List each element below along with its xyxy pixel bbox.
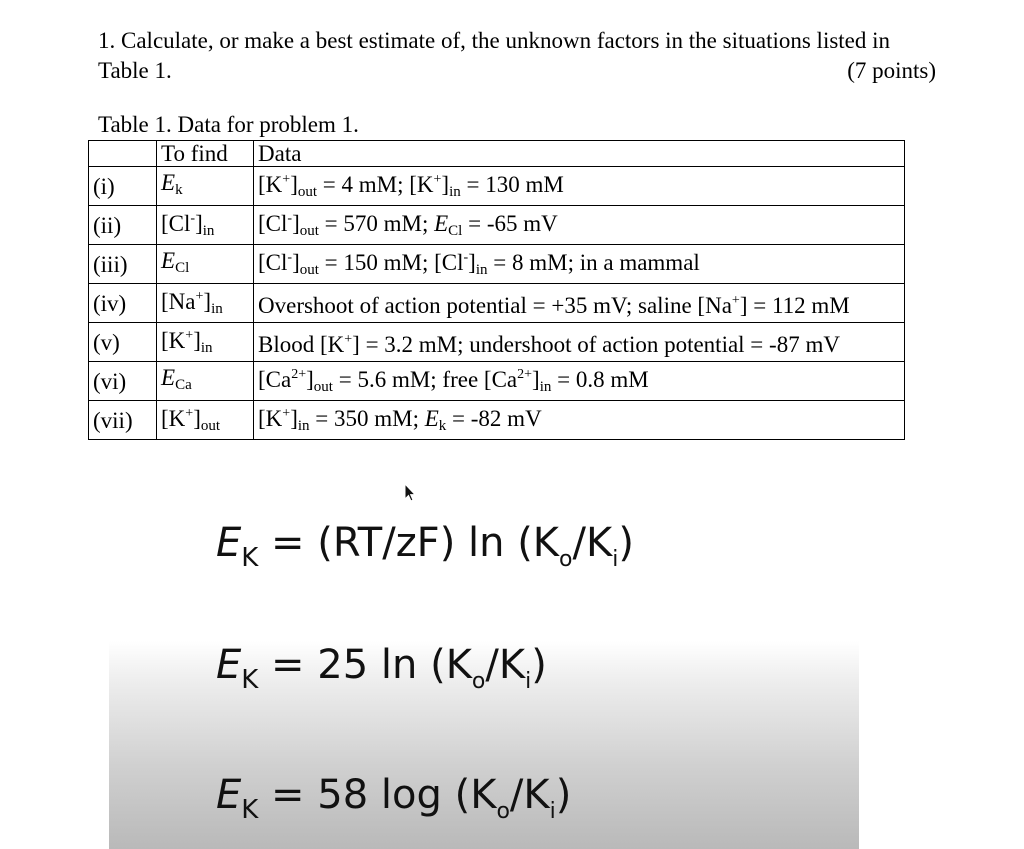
data-cell: $[K^+]_{in} = 350$ mM; $E_k = -82$ mV (254, 401, 905, 440)
data-cell: $[Cl^-]_{out} = 570$ mM; $E_{Cl} = -65$ mV (254, 206, 905, 245)
data-cell: $[Ca^{2+}]_{out} = 5.6$ mM; free $[Ca^{2+}]_{in} = 0.8$ mM (254, 362, 905, 401)
mouse-pointer-icon (403, 483, 417, 503)
header-data: Data (254, 141, 905, 167)
data-table (88, 140, 905, 440)
header-to-find: To find (157, 141, 254, 167)
question-line-1: 1. Calculate, or make a best estimate of, the unknown factors in the situations listed in (98, 28, 891, 53)
to-find-cell: $[K^+]_{out}$ (157, 401, 254, 440)
question-table-ref: Table 1. (98, 58, 172, 83)
table-row (89, 245, 905, 284)
table-header-row (89, 141, 905, 167)
question-points: (7 points) (847, 58, 936, 83)
to-find-cell: $E_{Cl}$ (157, 245, 254, 284)
to-find-cell: $E_k$ (157, 167, 254, 206)
to-find-cell: $[Na^+]_{in}$ (157, 284, 254, 323)
row-number: (i) (89, 167, 157, 206)
data-cell: $[Cl^-]_{out} = 150$ mM; $[Cl^-]_{in} = 8$ mM; in a mammal (254, 245, 905, 284)
row-number: (v) (89, 323, 157, 362)
table-row (89, 167, 905, 206)
table-caption: Table 1. Data for problem 1. (98, 112, 359, 137)
nernst-equation-ln: $E_K = 25$ $\ln (K_o/K_i)$ (216, 642, 547, 695)
data-cell: $[K^+]_{out} = 4$ mM; $[K^+]_{in} = 130$ mM (254, 167, 905, 206)
row-number: (vii) (89, 401, 157, 440)
header-blank-cell (89, 141, 157, 167)
data-cell: Blood [K+] = 3.2 mM; undershoot of action potential = -87 mV (254, 323, 905, 362)
row-number: (vi) (89, 362, 157, 401)
row-number: (iv) (89, 284, 157, 323)
data-cell: Overshoot of action potential = +35 mV; saline [Na+] = 112 mM (254, 284, 905, 323)
row-number: (ii) (89, 206, 157, 245)
table-row (89, 284, 905, 323)
table-row (89, 401, 905, 440)
nernst-equation-full: $E_K = (RT/zF)$ $\ln (K_o/K_i)$ (216, 520, 634, 573)
table-row (89, 362, 905, 401)
table-row (89, 323, 905, 362)
question-line-2 (98, 56, 936, 86)
to-find-cell: $[Cl^-]_{in}$ (157, 206, 254, 245)
question-text (98, 26, 958, 86)
to-find-cell: $E_{Ca}$ (157, 362, 254, 401)
row-number: (iii) (89, 245, 157, 284)
table-row (89, 206, 905, 245)
to-find-cell: $[K^+]_{in}$ (157, 323, 254, 362)
nernst-equation-log: $E_K = 58$ $\log (K_o/K_i)$ (216, 772, 572, 825)
